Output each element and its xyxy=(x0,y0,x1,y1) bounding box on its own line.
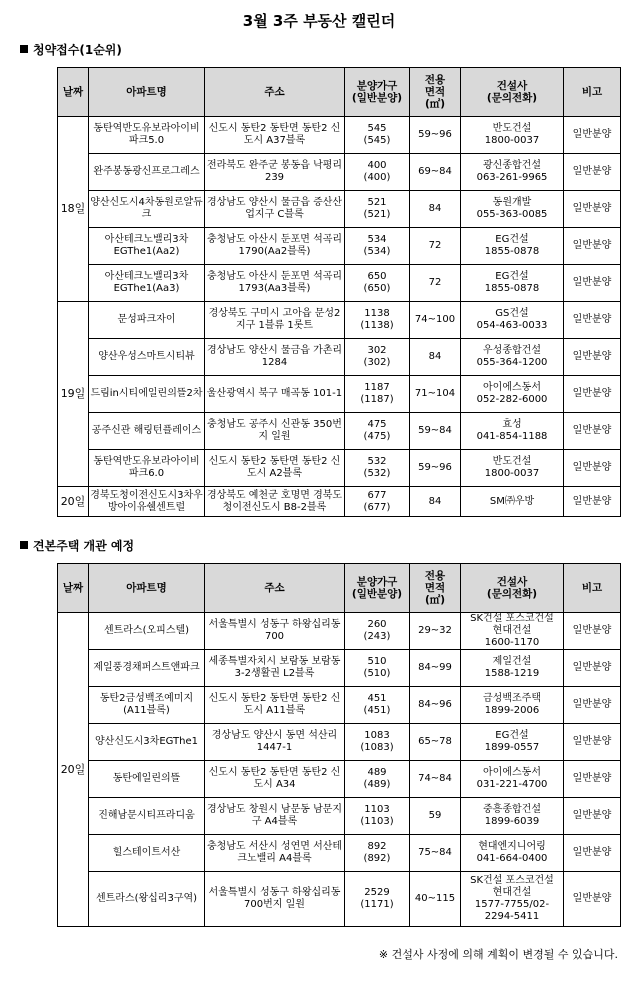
remark-cell: 일반분양 xyxy=(564,191,621,228)
apartment-name-cell: 문성파크자이 xyxy=(89,302,205,339)
header-date: 날짜 xyxy=(58,68,89,117)
table-row xyxy=(58,228,621,265)
unit-count-cell: 451 (451) xyxy=(345,687,410,724)
address-cell: 경상북도 예천군 호명면 경북도청이전신도시 B8-2블록 xyxy=(205,487,345,517)
address-cell: 신도시 동탄2 동탄면 동탄2 신도시 A34 xyxy=(205,761,345,798)
unit-count-cell: 489 (489) xyxy=(345,761,410,798)
unit-count-cell: 650 (650) xyxy=(345,265,410,302)
builder-contact-cell: SM㈜우방 xyxy=(461,487,564,517)
builder-contact-cell: 아이에스동서 052-282-6000 xyxy=(461,376,564,413)
table-row xyxy=(58,154,621,191)
exclusive-area-cell: 84 xyxy=(410,487,461,517)
exclusive-area-cell: 72 xyxy=(410,265,461,302)
address-cell: 서울특별시 성동구 하왕십리동 700번지 일원 xyxy=(205,872,345,927)
table-body xyxy=(58,613,621,927)
builder-contact-cell: SK건설 포스코건설 현대건설 1600-1170 xyxy=(461,613,564,650)
apartment-name-cell: 동탄2금성백조예미지(A11블록) xyxy=(89,687,205,724)
unit-count-cell: 2529 (1171) xyxy=(345,872,410,927)
section-title: 견본주택 개관 예정 xyxy=(33,539,135,553)
address-cell: 충청남도 서산시 성연면 서산테크노밸리 A4블록 xyxy=(205,835,345,872)
exclusive-area-cell: 75~84 xyxy=(410,835,461,872)
address-cell: 신도시 동탄2 동탄면 동탄2 신도시 A2블록 xyxy=(205,450,345,487)
builder-contact-cell: 반도건설 1800-0037 xyxy=(461,450,564,487)
unit-count-cell: 302 (302) xyxy=(345,339,410,376)
table-row xyxy=(58,872,621,927)
address-cell: 경상남도 양산시 동면 석산리 1447-1 xyxy=(205,724,345,761)
apartment-name-cell: 동탄역반도유보라아이비파크6.0 xyxy=(89,450,205,487)
unit-count-cell: 677 (677) xyxy=(345,487,410,517)
address-cell: 충청남도 아산시 둔포면 석곡리 1790(Aa2블록) xyxy=(205,228,345,265)
exclusive-area-cell: 40~115 xyxy=(410,872,461,927)
exclusive-area-cell: 71~104 xyxy=(410,376,461,413)
unit-count-cell: 892 (892) xyxy=(345,835,410,872)
header-units: 분양가구 (일반분양) xyxy=(345,68,410,117)
header-builder: 건설사 (문의전화) xyxy=(461,68,564,117)
date-cell: 19일 xyxy=(58,302,89,487)
apartment-name-cell: 센트라스(오피스텔) xyxy=(89,613,205,650)
table-row xyxy=(58,450,621,487)
builder-contact-cell: 현대엔지니어링 041-664-0400 xyxy=(461,835,564,872)
section-heading-subscription xyxy=(20,41,122,58)
exclusive-area-cell: 59 xyxy=(410,798,461,835)
builder-contact-cell: EG건설 1899-0557 xyxy=(461,724,564,761)
table-row xyxy=(58,613,621,650)
header-apartment: 아파트명 xyxy=(89,564,205,613)
exclusive-area-cell: 84~96 xyxy=(410,687,461,724)
table-row xyxy=(58,761,621,798)
header-address: 주소 xyxy=(205,68,345,117)
unit-count-cell: 534 (534) xyxy=(345,228,410,265)
table-row xyxy=(58,339,621,376)
address-cell: 신도시 동탄2 동탄면 동탄2 신도시 A37블록 xyxy=(205,117,345,154)
table-header-row xyxy=(58,68,621,117)
builder-contact-cell: SK건설 포스코건설 현대건설 1577-7755/02- 2294-5411 xyxy=(461,872,564,927)
page-title: 3월 3주 부동산 캘린더 xyxy=(242,12,396,30)
remark-cell: 일반분양 xyxy=(564,450,621,487)
exclusive-area-cell: 65~78 xyxy=(410,724,461,761)
table-row xyxy=(58,117,621,154)
unit-count-cell: 1083 (1083) xyxy=(345,724,410,761)
builder-contact-cell: 제일건설 1588-1219 xyxy=(461,650,564,687)
unit-count-cell: 400 (400) xyxy=(345,154,410,191)
apartment-name-cell: 드림in시티에일린의뜰2차 xyxy=(89,376,205,413)
address-cell: 전라북도 완주군 봉동읍 낙평리 239 xyxy=(205,154,345,191)
address-cell: 서울특별시 성동구 하왕십리동 700 xyxy=(205,613,345,650)
exclusive-area-cell: 69~84 xyxy=(410,154,461,191)
address-cell: 경상남도 창원시 남문동 남문지구 A4블록 xyxy=(205,798,345,835)
remark-cell: 일반분양 xyxy=(564,724,621,761)
header-date: 날짜 xyxy=(58,564,89,613)
table-row xyxy=(58,265,621,302)
builder-contact-cell: GS건설 054-463-0033 xyxy=(461,302,564,339)
apartment-name-cell: 힐스테이트서산 xyxy=(89,835,205,872)
unit-count-cell: 532 (532) xyxy=(345,450,410,487)
exclusive-area-cell: 84 xyxy=(410,339,461,376)
builder-contact-cell: 동원개발 055-363-0085 xyxy=(461,191,564,228)
remark-cell: 일반분양 xyxy=(564,872,621,927)
builder-contact-cell: 반도건설 1800-0037 xyxy=(461,117,564,154)
header-builder: 건설사 (문의전화) xyxy=(461,564,564,613)
header-note: 비고 xyxy=(564,68,621,117)
address-cell: 경상남도 양산시 물금읍 가촌리 1284 xyxy=(205,339,345,376)
table-row xyxy=(58,413,621,450)
remark-cell: 일반분양 xyxy=(564,117,621,154)
section-title: 청약접수(1순위) xyxy=(33,43,122,57)
unit-count-cell: 1187 (1187) xyxy=(345,376,410,413)
unit-count-cell: 521 (521) xyxy=(345,191,410,228)
builder-contact-cell: EG건설 1855-0878 xyxy=(461,228,564,265)
exclusive-area-cell: 29~32 xyxy=(410,613,461,650)
builder-contact-cell: 효성 041-854-1188 xyxy=(461,413,564,450)
apartment-name-cell: 경북도청이전신도시3차우방아이유쉘센트럴 xyxy=(89,487,205,517)
builder-contact-cell: 아이에스동서 031-221-4700 xyxy=(461,761,564,798)
unit-count-cell: 1103 (1103) xyxy=(345,798,410,835)
section-heading-model-house xyxy=(20,537,134,554)
address-cell: 울산광역시 북구 매곡동 101-1 xyxy=(205,376,345,413)
apartment-name-cell: 진해남문시티프라디움 xyxy=(89,798,205,835)
table-header-row xyxy=(58,564,621,613)
header-address: 주소 xyxy=(205,564,345,613)
remark-cell: 일반분양 xyxy=(564,154,621,191)
date-cell: 20일 xyxy=(58,487,89,517)
apartment-name-cell: 동탄에일린의뜰 xyxy=(89,761,205,798)
builder-contact-cell: 광신종합건설 063-261-9965 xyxy=(461,154,564,191)
remark-cell: 일반분양 xyxy=(564,487,621,517)
remark-cell: 일반분양 xyxy=(564,265,621,302)
table-row xyxy=(58,798,621,835)
remark-cell: 일반분양 xyxy=(564,835,621,872)
apartment-name-cell: 동탄역반도유보라아이비파크5.0 xyxy=(89,117,205,154)
unit-count-cell: 475 (475) xyxy=(345,413,410,450)
apartment-name-cell: 제일풍경채퍼스트앤파크 xyxy=(89,650,205,687)
address-cell: 신도시 동탄2 동탄면 동탄2 신도시 A11블록 xyxy=(205,687,345,724)
remark-cell: 일반분양 xyxy=(564,339,621,376)
builder-contact-cell: 우성종합건설 055-364-1200 xyxy=(461,339,564,376)
remark-cell: 일반분양 xyxy=(564,761,621,798)
address-cell: 충청남도 아산시 둔포면 석곡리 1793(Aa3블록) xyxy=(205,265,345,302)
exclusive-area-cell: 59~96 xyxy=(410,117,461,154)
table-row xyxy=(58,687,621,724)
remark-cell: 일반분양 xyxy=(564,228,621,265)
apartment-name-cell: 아산테크노밸리3차EGThe1(Aa2) xyxy=(89,228,205,265)
remark-cell: 일반분양 xyxy=(564,650,621,687)
header-units: 분양가구 (일반분양) xyxy=(345,564,410,613)
remark-cell: 일반분양 xyxy=(564,413,621,450)
table-body xyxy=(58,117,621,517)
exclusive-area-cell: 59~84 xyxy=(410,413,461,450)
table-row xyxy=(58,724,621,761)
table-row xyxy=(58,650,621,687)
square-bullet-icon xyxy=(20,541,28,549)
remark-cell: 일반분양 xyxy=(564,687,621,724)
date-cell: 18일 xyxy=(58,117,89,302)
table-row xyxy=(58,487,621,517)
header-note: 비고 xyxy=(564,564,621,613)
address-cell: 경상북도 구미시 고아읍 문성2지구 1블류 1롯트 xyxy=(205,302,345,339)
apartment-name-cell: 완주봉동광신프로그레스 xyxy=(89,154,205,191)
apartment-name-cell: 양산신도시4차동원로얄듀크 xyxy=(89,191,205,228)
address-cell: 충청남도 공주시 신관동 350번지 일원 xyxy=(205,413,345,450)
table-row xyxy=(58,835,621,872)
square-bullet-icon xyxy=(20,45,28,53)
unit-count-cell: 545 (545) xyxy=(345,117,410,154)
builder-contact-cell: EG건설 1855-0878 xyxy=(461,265,564,302)
table-row xyxy=(58,376,621,413)
table-row xyxy=(58,302,621,339)
remark-cell: 일반분양 xyxy=(564,613,621,650)
apartment-name-cell: 양산우성스마트시티뷰 xyxy=(89,339,205,376)
remark-cell: 일반분양 xyxy=(564,302,621,339)
exclusive-area-cell: 74~100 xyxy=(410,302,461,339)
header-apartment: 아파트명 xyxy=(89,68,205,117)
footnote: ※ 건설사 사정에 의해 계획이 변경될 수 있습니다. xyxy=(378,948,618,961)
exclusive-area-cell: 74~84 xyxy=(410,761,461,798)
exclusive-area-cell: 84 xyxy=(410,191,461,228)
apartment-name-cell: 양산신도시3차EGThe1 xyxy=(89,724,205,761)
exclusive-area-cell: 72 xyxy=(410,228,461,265)
unit-count-cell: 510 (510) xyxy=(345,650,410,687)
remark-cell: 일반분양 xyxy=(564,376,621,413)
exclusive-area-cell: 59~96 xyxy=(410,450,461,487)
exclusive-area-cell: 84~99 xyxy=(410,650,461,687)
apartment-name-cell: 센트라스(왕십리3구역) xyxy=(89,872,205,927)
apartment-name-cell: 공주신관 해링턴플레이스 xyxy=(89,413,205,450)
date-cell: 20일 xyxy=(58,613,89,927)
address-cell: 세종특별자치시 보람동 보람동 3-2생활권 L2블록 xyxy=(205,650,345,687)
unit-count-cell: 1138 (1138) xyxy=(345,302,410,339)
apartment-name-cell: 아산테크노밸리3차EGThe1(Aa3) xyxy=(89,265,205,302)
address-cell: 경상남도 양산시 물금읍 증산산업지구 C블록 xyxy=(205,191,345,228)
subscription-table xyxy=(57,67,621,517)
header-area: 전용 면적 (㎡) xyxy=(410,68,461,117)
model-house-table xyxy=(57,563,621,927)
table-row xyxy=(58,191,621,228)
builder-contact-cell: 금성백조주택 1899-2006 xyxy=(461,687,564,724)
remark-cell: 일반분양 xyxy=(564,798,621,835)
header-area: 전용 면적 (㎡) xyxy=(410,564,461,613)
builder-contact-cell: 중흥종합건설 1899-6039 xyxy=(461,798,564,835)
unit-count-cell: 260 (243) xyxy=(345,613,410,650)
